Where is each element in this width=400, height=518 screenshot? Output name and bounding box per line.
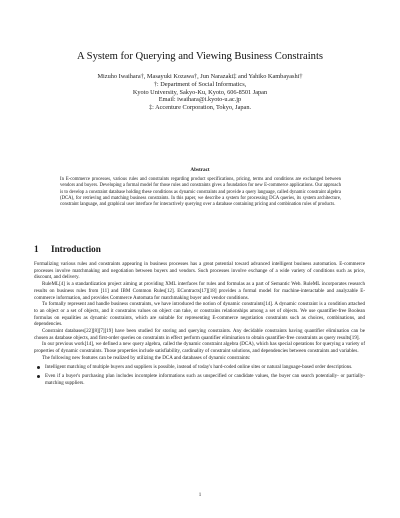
bullet-icon: [37, 375, 40, 378]
page-number: 1: [198, 493, 202, 498]
affiliation-address: Kyoto University, Sakyo-Ku, Kyoto, 606-8501 Japan: [132, 88, 268, 96]
list-item-text: Intelligent matching of multiple buyers and suppliers is possible, instead of today's hard-coded online sites or natural language-based order descriptions.: [45, 363, 353, 370]
affiliation-1: †: Department of Social Informatics,: [153, 80, 247, 88]
list-item: [34, 373, 365, 386]
author-email: Email: iwaihara@i.kyoto-u.ac.jp: [158, 96, 242, 104]
feature-list: [34, 364, 365, 387]
paragraph: Formalizing various rules and constraints appearing in business processes has a great potential toward advanced intelligent business automation. E-commerce processes involve matchmaking and negotiation between buyers and vendors. Such processes involve exchange of a wide variety of conditions such as price, discount, and delivery.: [34, 261, 365, 281]
abstract-heading: Abstract: [190, 167, 210, 173]
paragraph: To formally represent and handle business constraints, we have introduced the notion of dynamic constraints[14]. A dynamic constraint is a condition attached to an object or a set of objects, and it constrains values on object can take, or constrains relationships among a set of objects. We use quantifier-free Boolean formulas on equalities as dynamic constraints, which are suitable for representing E-commerce negotiation constraints such as choices, combinations, and dependencies.: [34, 301, 365, 328]
section-title: Introduction: [51, 244, 101, 254]
paragraph: The following new features can be realized by utilizing the DCA and databases of dynamic constraints:: [42, 354, 251, 361]
paper-title: A System for Querying and Viewing Business Constraints: [76, 51, 324, 62]
author-block: [20, 73, 380, 112]
affiliation-2: ‡: Accenture Corporation, Tokyo, Japan.: [148, 104, 252, 112]
paragraph: Constraint databases[22][8][7][19] have been studied for storing and querying constraints. Any decidable constraints having quantifier elimination can be chosen as database objects, and first-order queries on constraints in effect perform quantifier elimination to obtain quantifier-free constraints as query results[19].: [34, 328, 365, 341]
bullet-icon: [37, 366, 40, 369]
author-names: Mizuho Iwaihara†, Masayuki Kozawa†, Jun Narazaki‡ and Yahiko Kambayashi†: [97, 73, 303, 80]
section-number: 1: [34, 244, 39, 254]
list-item-text: Even if a buyer's purchasing plan includes incomplete informations such as unspecified or candidate values, the buyer can search potentially- or partially-matching suppliers.: [45, 373, 365, 386]
body-text: [34, 261, 365, 390]
list-item: [34, 364, 365, 371]
paragraph: RuleML[4] is a standardization project aiming at providing XML interfaces for rules and formulas as a part of Semantic Web. RuleML incorporates research results on business rules from [11] and IBM Common Rules[12]. EContracts[17][18] provides a formal model for machine-interactable and analyzable E-commerce information, and provides Commerce Automata for matchmaking buyer and vendor conditions.: [34, 281, 365, 301]
abstract-text: In E-commerce processes, various rules and constraints regarding product specifications, pricing, terms and conditions are exchanged between vendors and buyers. Developing a formal model for those rules and constraints gives a foundation for new E-commerce applications. Our approach is to develop a constraint database holding these conditions as dynamic constraints and provide a query language, called dynamic constraint algebra (DCA), for retrieving and matching business constraints. In this paper, we describe a system for processing DCA queries, its system architecture, constraint language, and graphical user interface for interactively querying over a database containing pricing and combination rules of products.: [60, 177, 341, 208]
section-heading: [34, 243, 364, 255]
paragraph: In our previous work[14], we defined a new query algebra, called the dynamic constraint algebra (DCA), which has special operations for querying a variety of properties of dynamic constraints. Those properties include satisfiability, cardinality of constraint solutions, and dependencies between constraints and variables.: [34, 341, 365, 355]
